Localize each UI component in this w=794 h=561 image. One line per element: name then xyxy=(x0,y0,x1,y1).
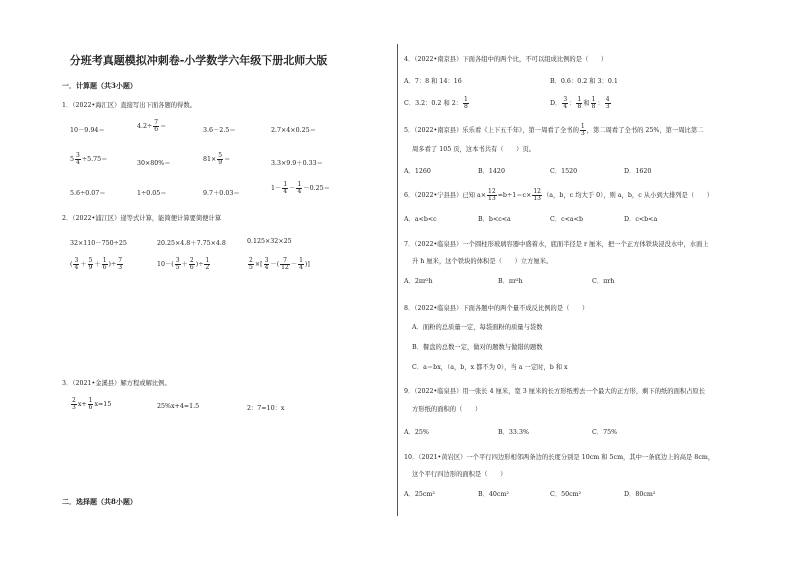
calc-item-text: 4.2÷ xyxy=(137,123,153,130)
option-c: C．a＝bx，（a，b，x 都不为 0），当 a 一定时，b 和 x xyxy=(412,364,568,371)
page-title: 分班考真题模拟冲刺卷-小学数学六年级下册北师大版 xyxy=(69,54,328,67)
question-10-cont: 这个平行四边形的面积是（ ） xyxy=(412,471,507,478)
calc-item: 4.2÷ $\frac{7}{6}$ ＝ xyxy=(137,119,167,133)
option-d: D． $\frac{3}{4}$ ： $\frac{1}{8}$ 和 $\frac{1}{8}$ ： $\frac{4}{3}$ xyxy=(550,96,610,110)
option-a: A．7：8 和 14：16 xyxy=(404,78,462,85)
column-divider xyxy=(397,44,398,516)
calc-item: 3.3×9.9＋0.33＝ xyxy=(271,160,323,167)
option-a: A．2πr²h xyxy=(404,278,433,285)
calc-item: 81× $\frac{5}{9}$ ＝ xyxy=(203,152,231,166)
fraction: $\frac{3}{4}$ xyxy=(76,152,80,166)
calc-item: ( $\frac{3}{4}$ ＋ $\frac{5}{9}$ ＋ $\frac{1}{6}$ )÷ $\frac{7}{3}$ xyxy=(70,257,123,271)
option-b: B．40cm² xyxy=(478,491,509,498)
calc-item: 2.7×4×0.25＝ xyxy=(271,127,316,134)
calc-item: 2：7=10：x xyxy=(247,405,285,412)
calc-item: 32×110－750÷25 xyxy=(70,240,127,247)
option-c: C．1520 xyxy=(550,168,578,175)
option-b: B．1420 xyxy=(478,168,505,175)
fraction: $\frac{5}{9}$ xyxy=(218,152,223,166)
option-c: C．50cm² xyxy=(550,491,582,498)
question-2: 2．（2022•浦江区）递等式计算，能简便计算要简便计算 xyxy=(62,215,222,222)
calc-item: 5.6÷0.07＝ xyxy=(70,190,106,197)
option-a: A．a<b<c xyxy=(404,216,437,223)
question-1: 1．（2022•海汇区）直接写出下面各题的得数。 xyxy=(62,102,196,109)
question-10: 10．（2021•黄岩区）一个平行四边形相邻两条边的长度分别是 10cm 和 5cm，其中一条底边上的高是 8cm， xyxy=(404,454,715,461)
question-5-cont: 周多看了 105 页，这本书共有（ ）页。 xyxy=(412,146,536,153)
option-b: B．餐盘的总数一定，做对的题数与做错的题数 xyxy=(412,344,543,351)
question-4: 4．（2022•南京县）下面各组中的两个比，不可以组成比例的是（ ） xyxy=(404,56,608,63)
fraction: $\frac{1}{4}$ xyxy=(297,181,302,195)
option-a: A．1260 xyxy=(404,168,431,175)
option-b: B．b<c<a xyxy=(478,216,511,223)
question-7-cont: 升 h 厘米，这个铁块的体积是（ ）立方厘米。 xyxy=(412,258,553,265)
option-a: A．25cm² xyxy=(404,491,435,498)
fraction: $\frac{7}{6}$ xyxy=(154,119,159,133)
calc-item: 9.7＋0.03＝ xyxy=(203,190,240,197)
option-c: C．3.2：0.2 和 2： $\frac{1}{8}$ xyxy=(404,96,468,110)
option-c: C．πrh xyxy=(592,278,615,285)
calc-item: 3.6－2.5＝ xyxy=(203,127,236,134)
question-9-cont: 方形纸的面积的（ ） xyxy=(412,406,482,413)
question-3: 3．（2021•金溪县）解方程或解比例。 xyxy=(62,380,171,387)
calc-item: 0.125×32×25 xyxy=(247,238,292,245)
calc-item: 1÷0.05＝ xyxy=(137,190,167,197)
option-b: B．πr²h xyxy=(498,278,523,285)
calc-item: $\frac{2}{3}$ x+ $\frac{1}{6}$ x=15 xyxy=(72,397,112,411)
option-c: C．c<a<b xyxy=(550,216,583,223)
option-d: D．c<b<a xyxy=(624,216,658,223)
question-7: 7．（2022•临泉县）一个圆柱形玻璃容器中盛着水，底面半径是 r 厘米，把一个正方体铁块浸没水中，水面上 xyxy=(404,241,709,248)
calc-item: $\frac{2}{5}$ ×[ $\frac{3}{4}$ －( $\frac{7}{12}$ － $\frac{1}{4}$ )] xyxy=(249,257,310,271)
calc-item: 30×80%＝ xyxy=(137,160,171,167)
section-choice-heading: 二．选择题（共8小题） xyxy=(62,497,137,506)
option-d: D．1620 xyxy=(624,168,652,175)
calc-item: 20.25×4.8＋7.75×4.8 xyxy=(157,240,226,247)
question-6: 6．（2022•宁县县）已知 a× $\frac{12}{13}$ =b÷1＝c× $\frac{12}{13}$ （a，b，c 均大于 0），则 a，b，c 从小到大排列是（ ） xyxy=(404,188,714,202)
section-calc-heading: 一．计算题（共3小题） xyxy=(62,81,137,90)
option-b: B．0.6：0.2 和 3：0.1 xyxy=(550,78,618,85)
calc-item: 25%x+4=1.5 xyxy=(157,403,200,410)
option-c: C．75% xyxy=(592,429,618,436)
question-5: 5．（2022•南京县）乐乐看《上下五千年》，第一周看了全书的 $\frac{1}{3}$ ，第二周看了全书的 25%，第一周比第二 xyxy=(404,123,704,137)
option-b: B．33.3% xyxy=(498,429,529,436)
option-a: A．面粉的总质量一定，每袋面粉的质量与袋数 xyxy=(412,324,543,331)
calc-item: 10－9.94＝ xyxy=(70,127,105,134)
question-8: 8．（2022•临泉县）下面各题中的两个量不成反比例的是（ ） xyxy=(404,305,589,312)
calc-item: 10－( $\frac{3}{5}$ ＋ $\frac{2}{6}$ )÷ $\frac{1}{2}$ xyxy=(157,257,210,271)
calc-item: 1－ $\frac{1}{4}$ － $\frac{1}{4}$ －0.25＝ xyxy=(271,181,330,195)
fraction: $\frac{1}{4}$ xyxy=(283,181,288,195)
question-9: 9．（2022•临泉县）用一张长 4 厘米，宽 3 厘米的长方形纸剪去一个最大的正方形，剩下的纸的面积占原长 xyxy=(404,388,706,395)
option-a: A．25% xyxy=(404,429,429,436)
option-d: D．80cm² xyxy=(624,491,656,498)
calc-item: 5 $\frac{3}{4}$ ÷5.75＝ xyxy=(70,152,108,166)
